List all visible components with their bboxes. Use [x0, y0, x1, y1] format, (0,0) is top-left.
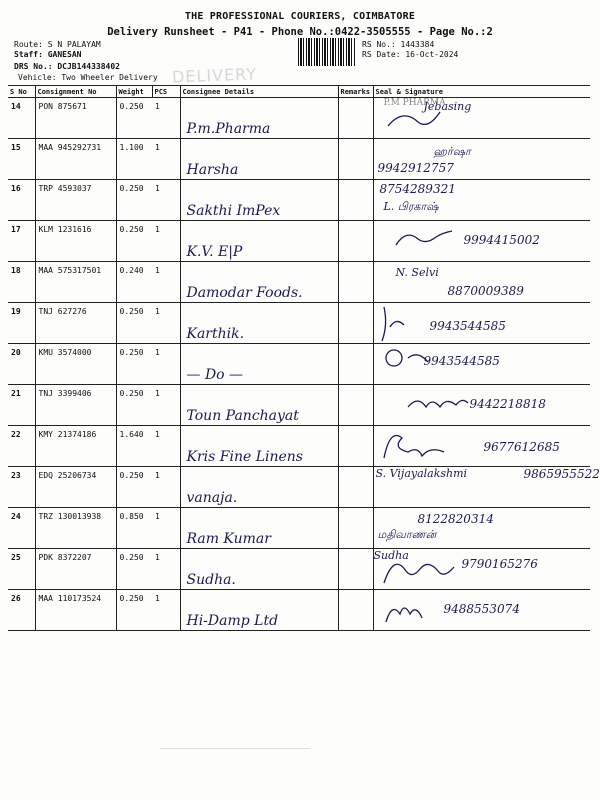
- signature-cell: [373, 467, 600, 508]
- runsheet-table: [8, 85, 600, 631]
- pcs-value: 1: [155, 266, 160, 275]
- consignee-cell: [180, 426, 338, 467]
- table-row: [8, 426, 590, 467]
- signature-phone: 8870009389: [447, 284, 524, 298]
- consignment-cell: [35, 467, 116, 508]
- pcs-cell: [152, 590, 180, 631]
- pcs-cell: [152, 385, 180, 426]
- consignment-cell: [35, 180, 116, 221]
- sno-cell: [8, 98, 35, 139]
- consignment-cell: [35, 262, 116, 303]
- consignee-cell: [180, 508, 338, 549]
- pcs-value: 1: [155, 471, 160, 480]
- sno-value: 25: [11, 553, 21, 562]
- weight-cell: [116, 385, 152, 426]
- pcs-value: 1: [155, 430, 160, 439]
- table-row: [8, 139, 590, 180]
- signature-name: ஹர்ஷா: [433, 145, 471, 158]
- table-row: [8, 98, 590, 139]
- rs-no-line: [362, 40, 434, 49]
- signature-cell: [373, 139, 590, 180]
- remarks-cell: [338, 467, 373, 508]
- signature-phone: 9442218818: [469, 397, 546, 411]
- sno-value: 20: [11, 348, 21, 357]
- route-line: [14, 40, 101, 49]
- consignment-cell: [35, 98, 116, 139]
- sno-value: 24: [11, 512, 21, 521]
- sno-cell: [8, 344, 35, 385]
- route-value: S N PALAYAM: [47, 40, 101, 49]
- pcs-value: 1: [155, 225, 160, 234]
- signature-phone: 9943544585: [429, 319, 506, 333]
- consignee-handwriting: Karthik.: [186, 326, 245, 342]
- consignee-cell: [180, 139, 338, 180]
- signature-phone: 9942912757: [377, 161, 454, 175]
- signature-name: Jebasing: [423, 100, 472, 113]
- remarks-cell: [338, 344, 373, 385]
- route-label: Route:: [14, 40, 43, 49]
- company-seal: P.M PHARMA: [383, 98, 446, 108]
- consignee-handwriting: Kris Fine Linens: [186, 449, 303, 465]
- scan-artifact-line: [160, 748, 310, 749]
- weight-value: 0.250: [119, 307, 144, 316]
- signature-cell: [373, 344, 590, 385]
- pcs-value: 1: [155, 184, 160, 193]
- signature-cell: [373, 426, 590, 467]
- weight-cell: [116, 467, 152, 508]
- consignment-cell: [35, 344, 116, 385]
- weight-cell: [116, 508, 152, 549]
- pcs-cell: [152, 139, 180, 180]
- sno-cell: [8, 590, 35, 631]
- signature-scribble: [378, 590, 508, 630]
- table-header-row: [8, 86, 590, 98]
- signature-scribble: [378, 221, 508, 261]
- weight-cell: [116, 98, 152, 139]
- consignee-cell: [180, 221, 338, 262]
- consignment-value: EDQ 25206734: [38, 471, 97, 480]
- remarks-cell: [338, 180, 373, 221]
- consignee-cell: [180, 262, 338, 303]
- sno-cell: [8, 303, 35, 344]
- pcs-cell: [152, 549, 180, 590]
- table-row: [8, 549, 590, 590]
- consignee-handwriting: Sudha.: [186, 572, 236, 588]
- runsheet-subtitle: Delivery Runsheet - P41 - Phone No.:0422-3505555 - Page No.:2: [107, 26, 493, 38]
- pcs-cell: [152, 467, 180, 508]
- consignment-cell: [35, 508, 116, 549]
- remarks-cell: [338, 221, 373, 262]
- consignee-handwriting: vanaja.: [186, 490, 238, 506]
- signature-scribble: [378, 98, 508, 138]
- weight-cell: [116, 590, 152, 631]
- col-consignment-header: Consignment No: [35, 86, 116, 98]
- consignee-cell: [180, 590, 338, 631]
- pcs-value: 1: [155, 512, 160, 521]
- remarks-cell: [338, 262, 373, 303]
- col-pcs-header: PCS: [152, 86, 180, 98]
- pcs-cell: [152, 180, 180, 221]
- consignment-value: TNJ 627276: [38, 307, 87, 316]
- faint-stamp: DELIVERY: [171, 64, 258, 87]
- sno-value: 15: [11, 143, 21, 152]
- pcs-cell: [152, 508, 180, 549]
- col-sno-header: S No: [8, 86, 35, 98]
- consignment-value: MAA 945292731: [38, 143, 102, 152]
- table-row: [8, 467, 590, 508]
- consignment-value: KLM 1231616: [38, 225, 92, 234]
- signature-cell: [373, 180, 590, 221]
- signature-scribble: [378, 426, 508, 466]
- sno-value: 22: [11, 430, 21, 439]
- remarks-cell: [338, 385, 373, 426]
- signature-phone: 9943544585: [423, 354, 500, 368]
- weight-value: 1.100: [119, 143, 144, 152]
- weight-cell: [116, 549, 152, 590]
- sno-value: 16: [11, 184, 21, 193]
- consignee-handwriting: Toun Panchayat: [186, 408, 299, 424]
- weight-value: 0.250: [119, 553, 144, 562]
- weight-cell: [116, 139, 152, 180]
- signature-phone: 9677612685: [483, 440, 560, 454]
- signature-phone: 9865955522: [523, 467, 600, 481]
- pcs-cell: [152, 98, 180, 139]
- consignment-value: KMU 3574000: [38, 348, 92, 357]
- drs-value: DCJB144338402: [57, 62, 120, 71]
- pcs-value: 1: [155, 102, 160, 111]
- signature-scribble: [378, 549, 508, 589]
- weight-value: 0.250: [119, 102, 144, 111]
- signature-cell: [373, 303, 590, 344]
- consignment-cell: [35, 426, 116, 467]
- consignment-value: KMY 21374186: [38, 430, 97, 439]
- pcs-value: 1: [155, 389, 160, 398]
- pcs-cell: [152, 344, 180, 385]
- weight-value: 0.250: [119, 389, 144, 398]
- consignment-value: TRP 4593037: [38, 184, 92, 193]
- consignee-handwriting: Hi-Damp Ltd: [186, 613, 279, 629]
- signature-phone: 8122820314: [417, 512, 494, 526]
- sno-value: 23: [11, 471, 21, 480]
- consignee-cell: [180, 98, 338, 139]
- weight-cell: [116, 303, 152, 344]
- signature-name: L. பிரகாஷ்: [383, 200, 439, 213]
- weight-value: 0.250: [119, 225, 144, 234]
- staff-value: GANESAN: [47, 50, 82, 59]
- consignment-value: TRZ 130013938: [38, 512, 102, 521]
- col-consignee-header: Consignee Details: [180, 86, 338, 98]
- weight-value: 0.240: [119, 266, 144, 275]
- remarks-cell: [338, 508, 373, 549]
- remarks-cell: [338, 590, 373, 631]
- consignment-cell: [35, 139, 116, 180]
- pcs-value: 1: [155, 307, 160, 316]
- table-row: [8, 590, 590, 631]
- signature-cell: [373, 98, 590, 139]
- consignment-cell: [35, 385, 116, 426]
- sno-value: 26: [11, 594, 21, 603]
- consignment-value: TNJ 3399406: [38, 389, 92, 398]
- rs-no-value: 1443384: [400, 40, 435, 49]
- weight-cell: [116, 221, 152, 262]
- signature-cell: [373, 590, 590, 631]
- signature-cell: [373, 385, 590, 426]
- signature-cell: [373, 508, 590, 549]
- consignee-cell: [180, 385, 338, 426]
- staff-label: Staff:: [14, 50, 43, 59]
- consignee-cell: [180, 180, 338, 221]
- signature-scribble: [378, 303, 508, 343]
- col-weight-header: Weight: [116, 86, 152, 98]
- weight-cell: [116, 426, 152, 467]
- barcode: [298, 38, 356, 66]
- drs-line: [14, 62, 120, 71]
- company-title: THE PROFESSIONAL COURIERS, COIMBATORE: [184, 11, 416, 22]
- col-remarks-header: Remarks: [338, 86, 373, 98]
- sno-cell: [8, 262, 35, 303]
- sno-cell: [8, 549, 35, 590]
- consignee-cell: [180, 549, 338, 590]
- table-row: [8, 385, 590, 426]
- table-row: [8, 262, 590, 303]
- consignment-cell: [35, 303, 116, 344]
- signature-phone: 8754289321: [379, 182, 456, 196]
- consignment-value: MAA 110173524: [38, 594, 102, 603]
- consignee-handwriting: — Do —: [186, 367, 244, 383]
- consignee-handwriting: Harsha: [186, 162, 239, 178]
- rs-date-label: RS Date:: [362, 50, 401, 59]
- rs-date-line: [362, 50, 458, 59]
- table-row: [8, 303, 590, 344]
- drs-label: DRS No.:: [14, 62, 53, 71]
- pcs-cell: [152, 426, 180, 467]
- pcs-cell: [152, 221, 180, 262]
- weight-cell: [116, 180, 152, 221]
- sno-value: 14: [11, 102, 21, 111]
- remarks-cell: [338, 139, 373, 180]
- vehicle-label: Vehicle:: [18, 73, 57, 82]
- weight-cell: [116, 344, 152, 385]
- signature-name: S. Vijayalakshmi: [375, 467, 468, 480]
- signature-phone: 9488553074: [443, 602, 520, 616]
- signature-scribble: [378, 385, 508, 425]
- signature-phone: 9994415002: [463, 233, 540, 247]
- remarks-cell: [338, 549, 373, 590]
- vehicle-line: [18, 73, 158, 82]
- consignee-cell: [180, 467, 338, 508]
- weight-value: 0.250: [119, 184, 144, 193]
- remarks-cell: [338, 98, 373, 139]
- remarks-cell: [338, 426, 373, 467]
- consignment-cell: [35, 221, 116, 262]
- sno-cell: [8, 385, 35, 426]
- consignee-cell: [180, 303, 338, 344]
- consignee-handwriting: P.m.Pharma: [186, 121, 271, 137]
- consignment-cell: [35, 549, 116, 590]
- sno-value: 21: [11, 389, 21, 398]
- sno-value: 17: [11, 225, 21, 234]
- signature-cell: [373, 221, 590, 262]
- pcs-value: 1: [155, 594, 160, 603]
- consignee-cell: [180, 344, 338, 385]
- consignee-handwriting: Damodar Foods.: [186, 285, 303, 301]
- sno-cell: [8, 426, 35, 467]
- consignee-handwriting: Ram Kumar: [186, 531, 271, 547]
- signature-phone: 9790165276: [461, 557, 538, 571]
- weight-value: 0.250: [119, 594, 144, 603]
- weight-value: 1.640: [119, 430, 144, 439]
- col-signature-header: Seal & Signature: [373, 86, 590, 98]
- consignee-handwriting: Sakthi ImPex: [186, 203, 281, 219]
- signature-scribble: [378, 344, 508, 384]
- signature-name: Sudha: [373, 549, 409, 562]
- pcs-cell: [152, 262, 180, 303]
- sno-value: 19: [11, 307, 21, 316]
- rs-no-label: RS No.:: [362, 40, 396, 49]
- remarks-cell: [338, 303, 373, 344]
- signature-cell: [373, 549, 590, 590]
- weight-value: 0.850: [119, 512, 144, 521]
- table-row: [8, 508, 590, 549]
- consignee-handwriting: K.V. E|P: [186, 244, 243, 260]
- signature-name: N. Selvi: [395, 266, 439, 279]
- sno-cell: [8, 180, 35, 221]
- rs-date-value: 16-Oct-2024: [405, 50, 459, 59]
- consignment-cell: [35, 590, 116, 631]
- sno-cell: [8, 508, 35, 549]
- table-row: [8, 221, 590, 262]
- pcs-value: 1: [155, 348, 160, 357]
- sno-cell: [8, 139, 35, 180]
- pcs-cell: [152, 303, 180, 344]
- sno-value: 18: [11, 266, 21, 275]
- weight-value: 0.250: [119, 348, 144, 357]
- staff-line: [14, 50, 81, 59]
- consignment-value: MAA 575317501: [38, 266, 102, 275]
- pcs-value: 1: [155, 553, 160, 562]
- consignment-value: PDK 8372207: [38, 553, 92, 562]
- table-row: [8, 344, 590, 385]
- vehicle-value: Two Wheeler Delivery: [61, 73, 158, 82]
- pcs-value: 1: [155, 143, 160, 152]
- sno-cell: [8, 467, 35, 508]
- signature-cell: [373, 262, 590, 303]
- table-row: [8, 180, 590, 221]
- weight-cell: [116, 262, 152, 303]
- sno-cell: [8, 221, 35, 262]
- weight-value: 0.250: [119, 471, 144, 480]
- signature-name: மதிவாணன்: [377, 528, 437, 541]
- consignment-value: PON 875671: [38, 102, 87, 111]
